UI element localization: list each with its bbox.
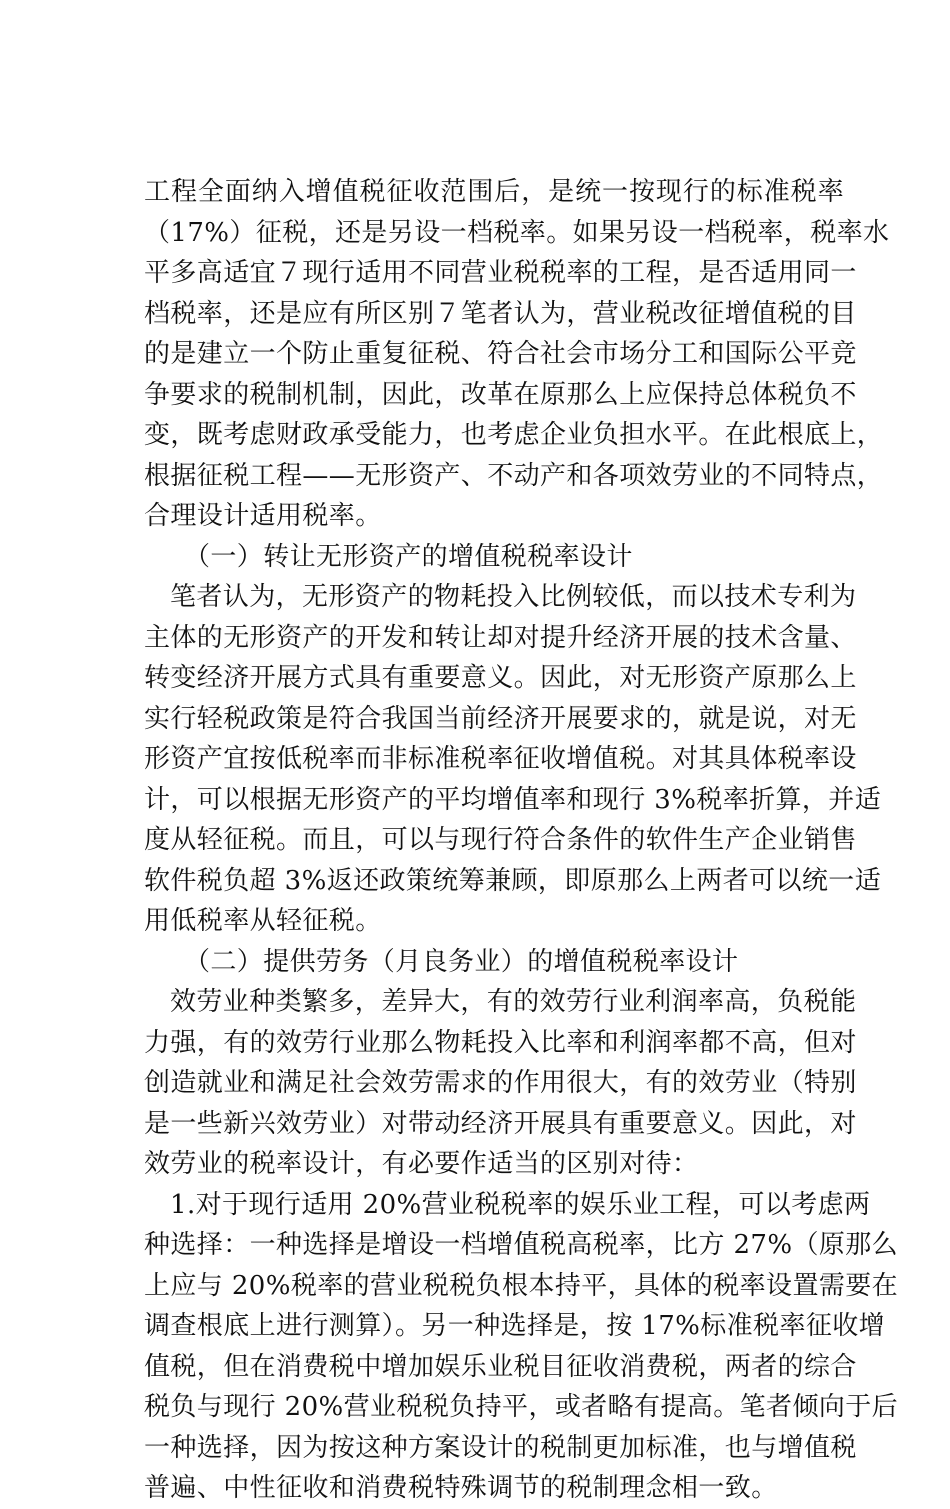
paragraph-line: 笔者认为，无形资产的物耗投入比例较低，而以技术专利为	[170, 582, 857, 612]
paragraph-line: 效劳业的税率设计，有必要作适当的区别对待：	[144, 1149, 699, 1179]
paragraph-line: 软件税负超 3%返还政策统筹兼顾，即原那么上两者可以统一适	[144, 865, 882, 896]
paragraph-line: 实行轻税政策是符合我国当前经济开展要求的，就是说，对无	[144, 703, 857, 734]
paragraph-line: 用低税率从轻征税。	[144, 906, 382, 936]
paragraph-line: 形资产宜按低税率而非标准税率征收增值税。对其具体税率设	[144, 744, 857, 774]
intro-line: 变，既考虑财政承受能力，也考虑企业负担水平。在此根底上，	[144, 420, 884, 450]
intro-line: 合理设计适用税率。	[144, 501, 382, 531]
intro-line: （17%）征税，还是另设一档税率。如果另设一档税率，税率水	[144, 217, 890, 248]
paragraph-line: 转变经济开展方式具有重要意义。因此，对无形资产原那么上	[144, 663, 857, 693]
intro-line: 工程全面纳入增值税征收范围后，是统一按现行的标准税率	[144, 177, 844, 207]
paragraph-line: 度从轻征税。而且，可以与现行符合条件的软件生产企业销售	[144, 825, 857, 855]
intro-line: 档税率，还是应有所区别７笔者认为，营业税改征增值税的目	[144, 298, 857, 329]
section-heading: （二）提供劳务（月良务业）的增值税税率设计	[184, 946, 739, 977]
paragraph-line: 创造就业和满足社会效劳需求的作用很大，有的效劳业（特别	[144, 1068, 857, 1098]
list-item-line: 调查根底上进行测算）。另一种选择是，按 17%标准税率征收增	[144, 1311, 886, 1341]
list-item-line: 1.对于现行适用 20%营业税税率的娱乐业工程，可以考虑两	[170, 1189, 871, 1220]
paragraph-line: 力强，有的效劳行业那么物耗投入比率和利润率都不高，但对	[144, 1027, 857, 1058]
intro-line: 平多高适宜７现行适用不同营业税税率的工程，是否适用同一	[144, 258, 857, 288]
list-item-line: 一种选择，因为按这种方案设计的税制更加标准，也与增值税	[144, 1432, 857, 1463]
intro-line: 争要求的税制机制，因此，改革在原那么上应保持总体税负不	[144, 379, 857, 410]
intro-line: 根据征税工程——无形资产、不动产和各项效劳业的不同特点，	[144, 460, 884, 491]
intro-line: 的是建立一个防止重复征税、符合社会市场分工和国际公平竞	[144, 339, 857, 369]
section-heading: （一）转让无形资产的增值税税率设计	[184, 541, 633, 572]
paragraph-line: 是一些新兴效劳业）对带动经济开展具有重要意义。因此，对	[144, 1108, 857, 1139]
list-item-line: 税负与现行 20%营业税税负持平，或者略有提高。笔者倾向于后	[144, 1392, 899, 1422]
list-item-line: 普遍、中性征收和消费税特殊调节的税制理念相一致。	[144, 1473, 778, 1503]
list-item-line: 种选择：一种选择是增设一档增值税高税率，比方 27%（原那么	[144, 1230, 899, 1260]
document-body	[144, 172, 899, 1509]
paragraph-line: 主体的无形资产的开发和转让却对提升经济开展的技术含量、	[144, 622, 857, 653]
list-item-line: 值税，但在消费税中增加娱乐业税目征收消费税，两者的综合	[144, 1351, 857, 1382]
list-item-line: 上应与 20%税率的营业税税负根本持平，具体的税率设置需要在	[144, 1270, 899, 1301]
paragraph-line: 效劳业种类繁多，差异大，有的效劳行业利润率高，负税能	[170, 987, 857, 1017]
paragraph-line: 计，可以根据无形资产的平均增值率和现行 3%税率折算，并适	[144, 784, 882, 815]
